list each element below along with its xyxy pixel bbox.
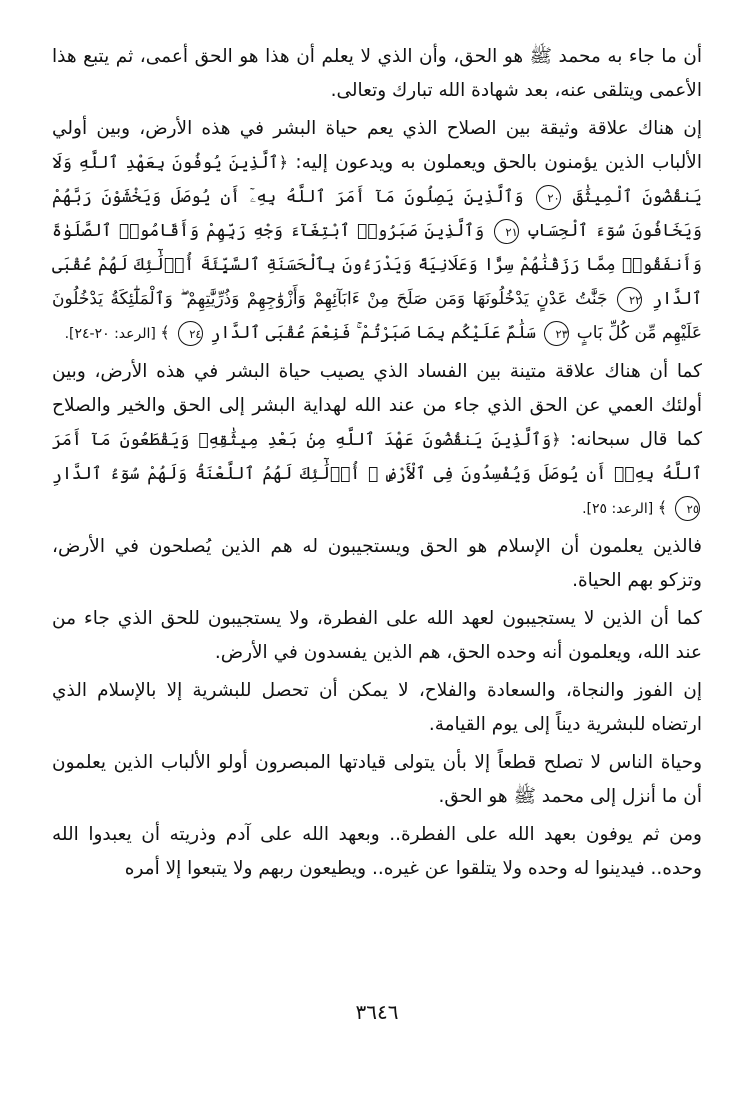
ayah-number-marker: ٢٢ [617,287,642,312]
quran-verse: وَٱلَّذِينَ يَصِلُونَ مَآ أَمَرَ ٱللَّهُ بِهِۦٓ أَن يُوصَلَ وَيَخْشَوْنَ رَبَّهُمْ وَيَخَافُونَ سُوٓءَ ٱلْحِسَابِ [52,187,702,241]
quran-verse: سَلَٰمٌ عَلَيْكُم بِمَا صَبَرْتُمْ ۚ فَنِعْمَ عُقْبَى ٱلدَّارِ [210,323,537,343]
ayah-number-marker: ٢٣ [544,321,569,346]
page-body [52,40,702,1106]
paragraph-p1 [52,40,702,108]
quran-bracket-ornament: ﴿ [551,430,561,449]
paragraph-p6 [52,674,702,742]
paragraph-p7 [52,746,702,814]
paragraph-text: أن ما جاء به محمد ﷺ هو الحق، وأن الذي لا يعلم أن هذا هو الحق أعمى، ثم يتبع هذا الأعمى ويتلقى عنه، بعد شهادة الله تبارك وتعالى. [52,46,702,101]
quran-verse: جَنَّٰتُ عَدْنٍ يَدْخُلُونَهَا وَمَن صَلَحَ مِنْ ءَابَآئِهِمْ وَأَزْوَٰجِهِمْ وَذُرِّيَّٰتِهِمْ ۖ وَٱلْمَلَٰٓئِكَةُ يَدْخُلُونَ عَلَيْهِم مِّن كُلِّ بَابٍ [52,289,702,343]
verse-reference: [الرعد: ٢٠-٢٤]. [64,326,161,342]
quran-bracket-ornament: ﴾ [657,498,668,517]
page-number: ٣٦٤٦ [355,1000,399,1024]
ayah-number-marker: ٢٠ [536,185,561,210]
paragraph-p8 [52,818,702,886]
paragraph-text: إن هناك علاقة وثيقة بين الصلاح الذي يعم حياة البشر في هذه الأرض، وبين أولي الألباب الذين يؤمنون بالحق ويعملون به ويدعون إليه: [52,118,702,173]
paragraph-text: ومن ثم يوفون بعهد الله على الفطرة.. وبعهد الله على آدم وذريته أن يعبدوا الله وحده.. فيدينوا له وحده ولا يتلقوا عن غيره.. ويطيعون ربهم ولا يتبعوا إلا أمره [52,824,702,879]
quran-verse: وَٱلَّذِينَ يَنقُضُونَ عَهْدَ ٱللَّهِ مِنۢ بَعْدِ مِيثَٰقِهِۦ وَيَقْطَعُونَ مَآ أَمَرَ ٱللَّهُ بِهِۦٓ أَن يُوصَلَ وَيُفْسِدُونَ فِى ٱلْأَرْضِ ۙ أُو۟لَٰٓئِكَ لَهُمُ ٱللَّعْنَةُ وَلَهُمْ سُوٓءُ ٱلدَّارِ [52,430,702,484]
verse-reference: [الرعد: ٢٥]. [582,501,658,517]
paragraph-p5 [52,602,702,670]
ayah-number-marker: ٢١ [494,219,519,244]
paragraph-p4 [52,530,702,598]
paragraph-text: وحياة الناس لا تصلح قطعاً إلا بأن يتولى قيادتها المبصرون أولو الألباب الذين يعلمون أن ما أنزل إلى محمد ﷺ هو الحق. [52,752,702,807]
ayah-number-marker: ٢٤ [178,321,203,346]
paragraph-text: إن الفوز والنجاة، والسعادة والفلاح، لا يمكن أن تحصل للبشرية إلا بالإسلام الذي ارتضاه للبشرية ديناً إلى يوم القيامة. [52,680,702,735]
quran-bracket-ornament: ﴾ [160,323,170,342]
paragraph-text: فالذين يعلمون أن الإسلام هو الحق ويستجيبون له هم الذين يُصلحون في الأرض، وتزكو بهم الحياة. [52,536,702,591]
paragraph-text: كما أن الذين لا يستجيبون لعهد الله على الفطرة، ولا يستجيبون للحق الذي جاء من عند الله، ويعلمون أنه وحده الحق، هم الذين يفسدون في الأرض. [52,608,702,663]
quran-verse: ٱلَّذِينَ يُوفُونَ بِعَهْدِ ٱللَّهِ وَلَا يَنقُضُونَ ٱلْمِيثَٰقَ [52,153,702,207]
ayah-number-marker: ٢٥ [675,496,700,521]
paragraph-p2 [52,112,702,351]
paragraph-text: كما أن هناك علاقة متينة بين الفساد الذي يصيب حياة البشر في هذه الأرض، وبين أولئك العمي عن الحق الذي جاء من عند الله لهداية البشر إلى الحق والخير والصلاح كما قال سبحانه: [52,361,703,450]
quran-verse: وَٱلَّذِينَ صَبَرُوا۟ ٱبْتِغَآءَ وَجْهِ رَبِّهِمْ وَأَقَامُوا۟ ٱلصَّلَوٰةَ وَأَنفَقُوا۟ مِمَّا رَزَقْنَٰهُمْ سِرًّا وَعَلَانِيَةً وَيَدْرَءُونَ بِٱلْحَسَنَةِ ٱلسَّيِّئَةَ أُو۟لَٰٓئِكَ لَهُمْ عُقْبَى ٱلدَّارِ [52,221,702,309]
paragraph-p3 [52,355,702,526]
quran-bracket-ornament: ﴿ [278,153,289,172]
